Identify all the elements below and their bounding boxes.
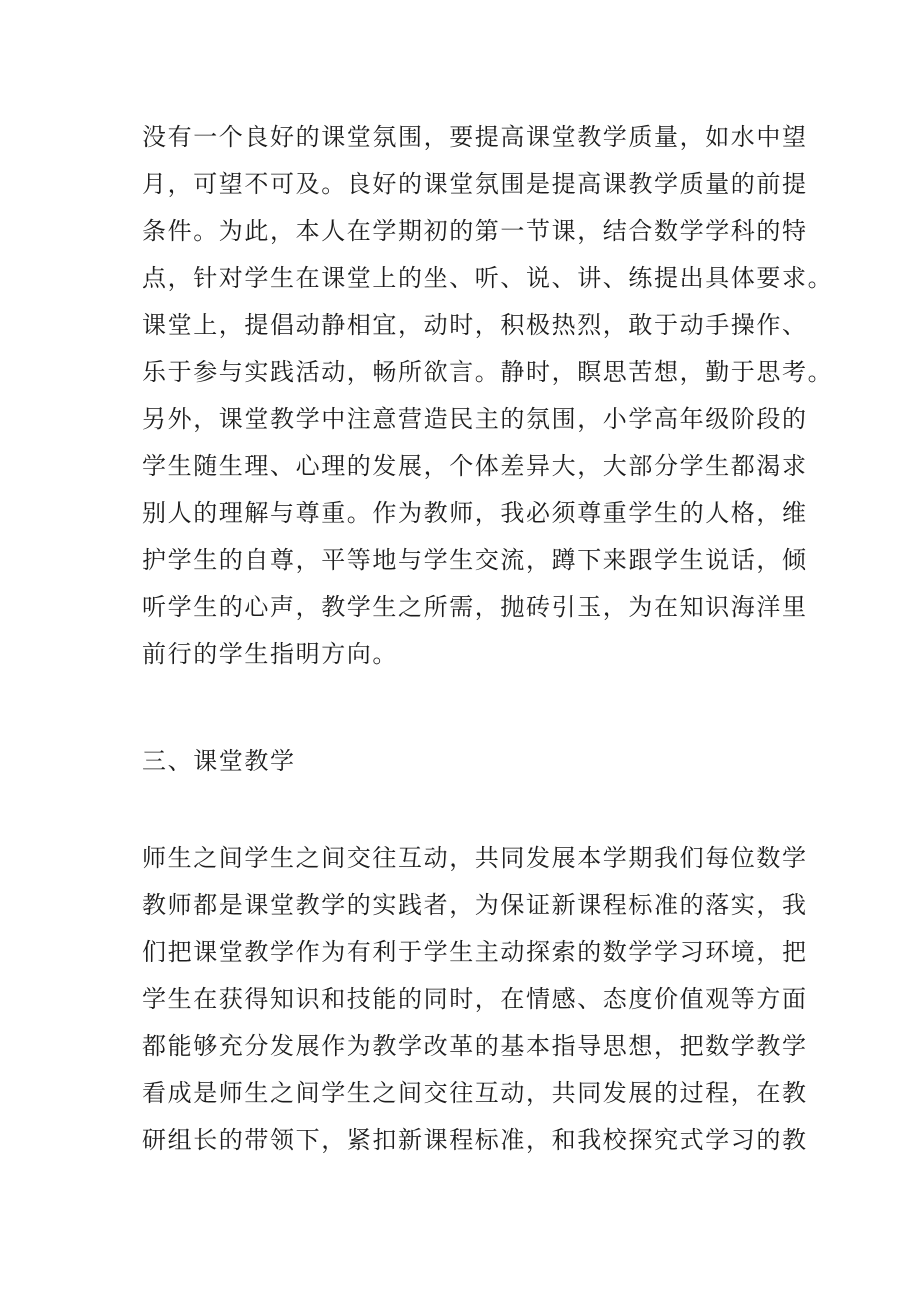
paragraph-2-line-7: 研组长的带领下，紧扣新课程标准，和我校探究式学习的教 [142,1126,808,1154]
section-heading: 三、课堂教学 [142,747,296,775]
paragraph-2-line-5: 都能够充分发展作为教学改革的基本指导思想，把数学教学 [142,1032,808,1060]
paragraph-1-line-2: 月，可望不可及。良好的课堂氛围是提高课教学质量的前提 [142,170,808,198]
paragraph-1-line-5: 课堂上，提倡动静相宜，动时，积极热烈，敢于动手操作、 [142,311,808,339]
paragraph-2-line-2: 教师都是课堂教学的实践者，为保证新课程标准的落实，我 [142,891,808,919]
paragraph-2-line-3: 们把课堂教学作为有利于学生主动探索的数学学习环境，把 [142,938,808,966]
paragraph-1-line-7: 另外，课堂教学中注意营造民主的氛围，小学高年级阶段的 [142,405,808,433]
paragraph-1-line-9: 别人的理解与尊重。作为教师，我必须尊重学生的人格，维 [142,499,808,527]
paragraph-2-line-4: 学生在获得知识和技能的同时，在情感、态度价值观等方面 [142,985,808,1013]
paragraph-1-line-3: 条件。为此，本人在学期初的第一节课，结合数学学科的特 [142,217,808,245]
paragraph-1-line-4: 点，针对学生在课堂上的坐、听、说、讲、练提出具体要求。 [142,264,834,292]
paragraph-1-line-12: 前行的学生指明方向。 [142,640,398,668]
paragraph-1-line-8: 学生随生理、心理的发展，个体差异大，大部分学生都渴求 [142,452,808,480]
paragraph-1-line-1: 没有一个良好的课堂氛围，要提高课堂教学质量，如水中望 [142,123,808,151]
paragraph-1-line-6: 乐于参与实践活动，畅所欲言。静时，瞑思苦想，勤于思考。 [142,358,834,386]
paragraph-2-line-1: 师生之间学生之间交往互动，共同发展本学期我们每位数学 [142,844,808,872]
paragraph-1-line-10: 护学生的自尊，平等地与学生交流，蹲下来跟学生说话，倾 [142,546,808,574]
paragraph-2-line-6: 看成是师生之间学生之间交往互动，共同发展的过程，在教 [142,1079,808,1107]
paragraph-1-line-11: 听学生的心声，教学生之所需，抛砖引玉，为在知识海洋里 [142,593,808,621]
